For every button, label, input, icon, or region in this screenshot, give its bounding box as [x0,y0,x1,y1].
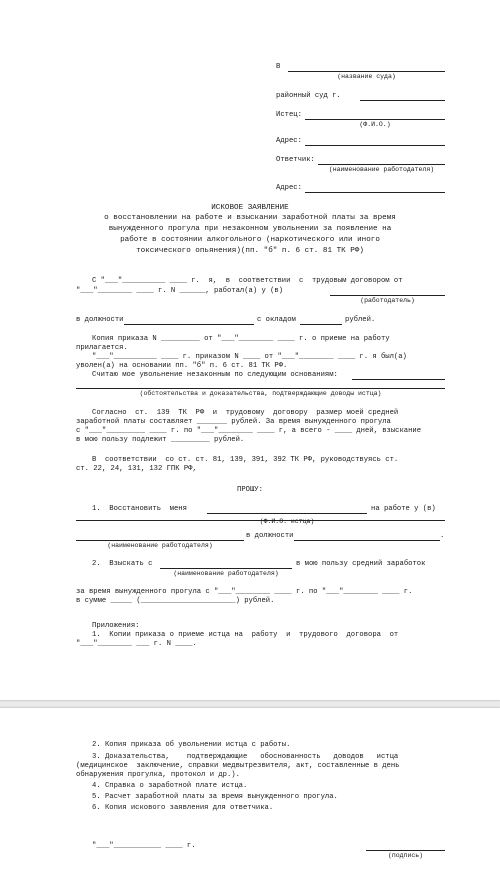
attachments-heading: Приложения: [92,622,140,630]
request2-b: в мою пользу средний заработок [296,560,426,568]
position-line2 [294,540,440,541]
employer-name-hint2: (наименование работодателя) [173,570,279,577]
plaintiff-label: Истец: [276,111,302,119]
employer-line2 [160,568,292,569]
district-line [360,100,445,101]
ask-heading: ПРОШУ: [237,486,263,494]
request2-d: в сумме _____ (______________________) рублей. [76,597,275,605]
document-page-2 [0,708,500,884]
request1-b: на работе у (в) [371,505,436,513]
request2-a: 2. Взыскать с [92,560,153,568]
request1-a: 1. Восстановить меня [92,505,187,513]
signature-line [366,850,445,851]
court-line [288,71,445,72]
doc-title-line5: токсического опьянения)(пп. "б" п. 6 ст. 81 ТК РФ) [136,247,364,255]
p2-line2: прилагается. [76,344,128,352]
p5-line2: заработной платы составляет _______ рублей. За время вынужденного прогула [76,418,391,426]
attachment3-line3: обнаружения прогулка, протокол и др.). [76,771,240,779]
p5-line1: Согласно ст. 139 ТК РФ и трудовому договору размер моей средней [92,409,399,417]
address1-label: Адрес: [276,137,302,145]
p1-line2: "___"________ ____ г. N ______, работал(а) у (в) [76,287,284,295]
request2-c: за время вынужденного прогула с "___"________ ____ г. по "___"________ ____ г. [76,588,413,596]
employer-name-hint: (наименование работодателя) [328,166,435,173]
period-mark: . [440,532,445,540]
p1-line1: С "___"__________ ____ г. я, в соответствии с трудовым договором от [92,277,403,285]
p3-line1: "___"__________ ____ г. приказом N ____ от "___"________ ____ г. я был(а) [92,353,407,361]
grounds-line2 [76,388,445,389]
employer-name-hint-body: (наименование работодателя) [107,542,213,549]
address1-line [305,145,445,146]
district-court-label: районный суд г. [276,92,341,100]
doc-title-line4: работе в состоянии алкогольного (наркотического или иного [120,236,380,244]
address2-label: Адрес: [276,184,302,192]
attachment6: 6. Копия искового заявления для ответчика. [92,804,274,812]
attachment1-line2: "___"________ ___ г. N ____. [76,640,197,648]
plaintiff-fio-hint: (Ф.И.О.) [359,121,391,128]
employer-name-line [76,540,244,541]
plaintiff-line [305,119,445,120]
p4-line1: Считаю мое увольнение незаконным по следующим основаниям: [92,371,338,379]
attachment3-line2: (медицинское заключение, справки медвытрезвителя, акт, составленные в день [76,762,400,770]
p5-line3: с "___"_________ ____ г. по "___"________ ____ г, а всего - ____ дней, взыскание [76,427,422,435]
signature-hint: (подпись) [387,852,424,859]
p1-line3-position: в должности [76,316,124,324]
attachment2: 2. Копия приказа об увольнении истца с работы. [92,741,291,749]
defendant-line [318,164,445,165]
grounds-line1 [352,379,445,380]
p1-line3-salary: с окладом [257,316,296,324]
p6-line1: В соответствии со ст. ст. 81, 139, 391, 392 ТК РФ, руководствуясь ст. [92,456,399,464]
doc-title: ИСКОВОЕ ЗАЯВЛЕНИЕ [211,204,289,212]
attachment5: 5. Расчет заработной платы за время вынужденного прогула. [92,793,338,801]
defendant-label: Ответчик: [276,156,315,164]
attachment4: 4. Справка о заработной плате истца. [92,782,248,790]
fio-hint: (Ф.И.О. истца) [259,518,315,525]
salary-line [300,324,342,325]
court-name-hint: (название суда) [337,73,396,80]
attachment1-line1: 1. Копии приказа о приеме истца на работу и трудового договора от [92,631,399,639]
doc-title-line3: вынужденного прогула при незаконном увольнении за появление на [108,225,392,233]
employer-hint: (работодатель) [360,297,415,304]
p1-line3-rub: рублей. [345,316,376,324]
employer-line [330,295,445,296]
request1-c: в должности [246,532,294,540]
header-to: В [276,63,281,71]
doc-title-line2: о восстановлении на работе и взыскании заработной платы за время [104,214,396,222]
address2-line [305,192,445,193]
attachment3-line1: 3. Доказательства, подтверждающие обоснованность доводов истца [92,753,399,761]
signature-date: "___"___________ ____ г. [92,842,196,850]
circumstances-hint: (обстоятельства и доказательства, подтверждающие доводы истца) [139,390,382,397]
p6-line2: ст. 22, 24, 131, 132 ГПК РФ, [76,465,197,473]
fio-line [207,513,367,514]
position-line [124,324,254,325]
p2-line1: Копия приказа N _________ от "___"________ ____ г. о приеме на работу [92,335,390,343]
p3-line2: уволен(а) на основании пп. "б" п. 6 ст. 81 ТК РФ. [76,362,288,370]
p5-line4: в мою пользу подлежит _________ рублей. [76,436,245,444]
